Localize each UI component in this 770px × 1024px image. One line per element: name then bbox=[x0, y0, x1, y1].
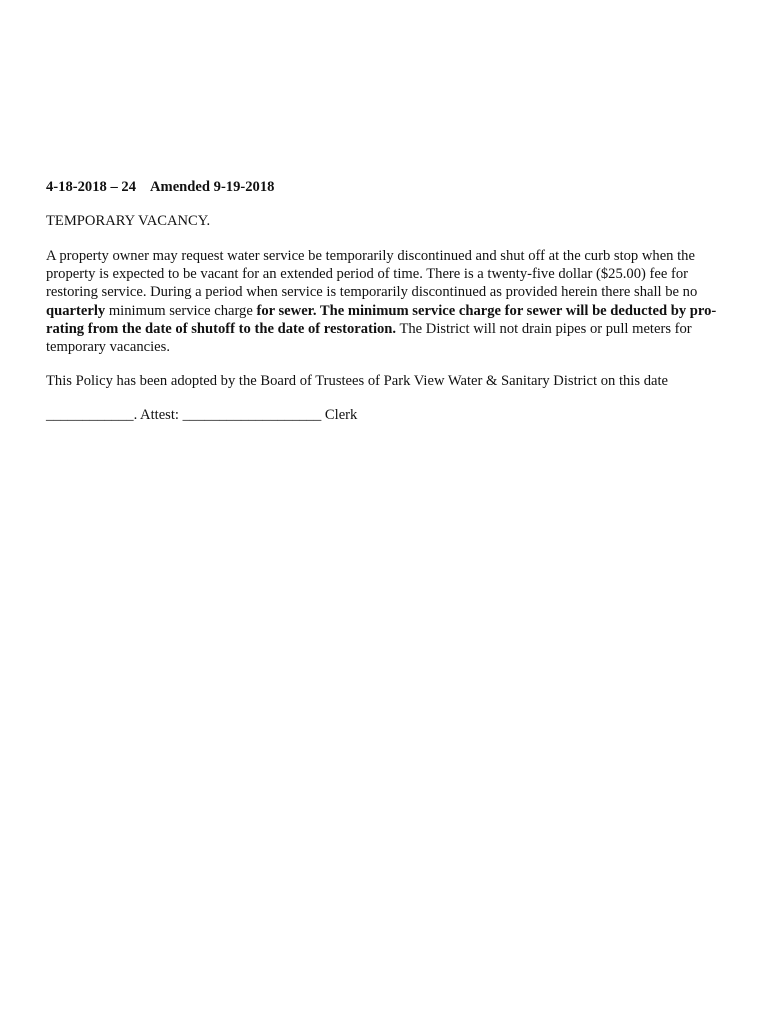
paragraph-text-3: The District will not drain pipes or pull meters for temporary vacancies. bbox=[46, 320, 692, 356]
clerk-signature-blank: ___________________ bbox=[182, 407, 322, 423]
signature-line bbox=[46, 406, 736, 424]
policy-header bbox=[46, 178, 736, 196]
policy-reference: 4-18-2018 – 24 bbox=[46, 179, 136, 195]
paragraph-bold-2: for sewer. The minimum service charge for sewer will be deducted by pro-rating from the date of shutoff to the date of restoration. bbox=[46, 302, 717, 337]
attest-label: . Attest: bbox=[133, 407, 183, 423]
paragraph-text-1: A property owner may request water service be temporarily discontinued and shut off at the curb stop when the property is expected to be vacant for an extended period of time. There is a twenty-five dollar ($25.00) fee for restoring service. During a period when service is temporarily discontinued as provided herein there shall be no bbox=[46, 248, 698, 301]
adoption-statement: This Policy has been adopted by the Board of Trustees of Park View Water & Sanitary District on this date bbox=[46, 373, 669, 389]
clerk-label: Clerk bbox=[321, 407, 358, 423]
section-heading: TEMPORARY VACANCY. bbox=[46, 213, 211, 229]
date-blank: ____________ bbox=[46, 407, 134, 423]
policy-paragraph bbox=[46, 247, 736, 356]
paragraph-bold-1: quarterly bbox=[46, 302, 106, 319]
amended-date: Amended 9-19-2018 bbox=[150, 179, 275, 195]
paragraph-text-2: minimum service charge bbox=[105, 302, 257, 319]
